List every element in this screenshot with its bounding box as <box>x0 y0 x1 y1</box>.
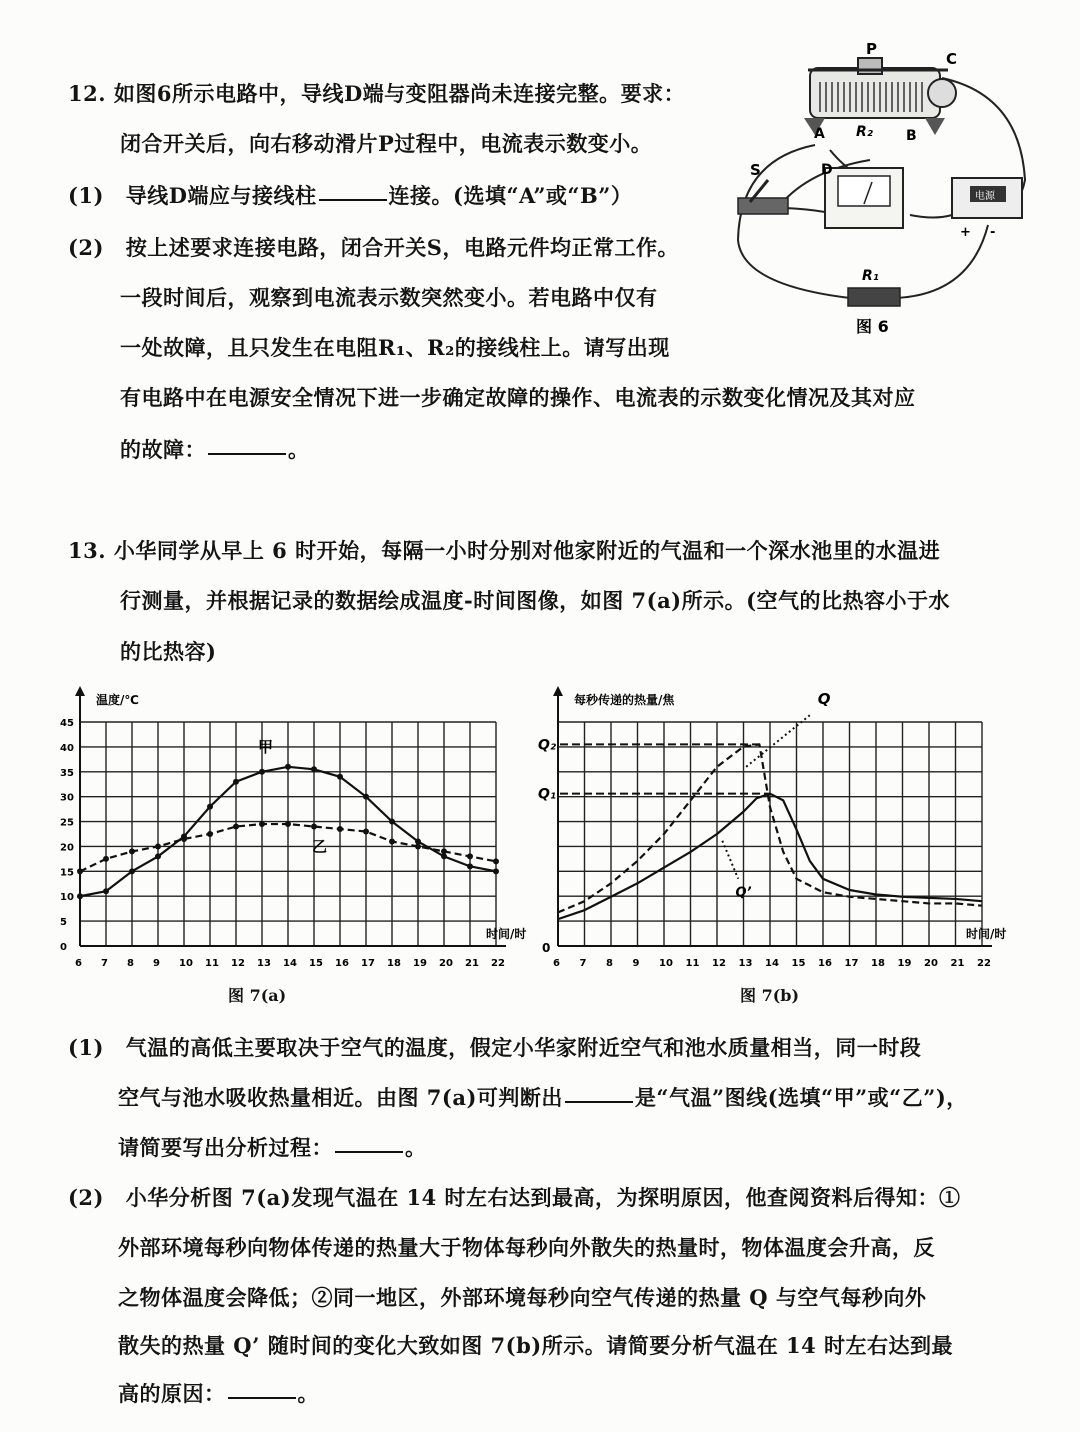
x-tick-label: 16 <box>335 958 349 969</box>
chart-7a-grid <box>75 686 506 946</box>
q-label-leader <box>746 715 810 767</box>
q12-line-2: 闭合开关后，向右移动滑片P过程中，电流表示数变小。 <box>120 131 653 156</box>
q12-part1-number: (1) <box>68 183 104 208</box>
y-tick-label: 0 <box>60 942 67 953</box>
data-point <box>493 858 499 864</box>
q13-part2-text-e: 高的原因： <box>118 1381 226 1406</box>
q12-part2-text-a: 按上述要求连接电路，闭合开关S，电路元件均正常工作。 <box>125 235 679 260</box>
label-r1: R₁ <box>862 268 879 284</box>
data-point <box>129 848 135 854</box>
x-tick-label: 7 <box>101 958 108 969</box>
x-tick-label: 19 <box>897 958 912 969</box>
chart-7b-grid <box>553 686 992 946</box>
chart-7a-ticks <box>60 718 505 969</box>
circuit-figure-6 <box>720 40 1050 340</box>
data-point <box>311 766 317 772</box>
slider-p <box>858 58 882 74</box>
chart-7b-caption: 图 7(b) <box>740 986 800 1005</box>
answer-blank <box>319 198 387 201</box>
q12-part2-text-e: 的故障： <box>120 437 206 462</box>
x-tick-label: 17 <box>361 958 375 969</box>
q12-part1 <box>68 180 632 210</box>
chart-7b <box>538 680 1018 970</box>
x-tick-label: 20 <box>439 958 453 969</box>
q13-part2-end: 。 <box>297 1381 319 1406</box>
q12-part2-line-2: 一段时间后，观察到电流表示数突然变小。若电路中仅有 <box>120 285 658 310</box>
data-point <box>233 824 239 830</box>
chart-7a-y-axis-label: 温度/℃ <box>96 693 139 707</box>
data-point <box>285 821 291 827</box>
data-point <box>415 843 421 849</box>
q13-part1-line-2 <box>118 1082 968 1112</box>
label-a: A <box>814 126 825 142</box>
chart-7a-x-axis-label: 时间/时 <box>486 927 527 941</box>
q12-part2-number: (2) <box>68 235 104 260</box>
y-tick-label: 45 <box>60 718 74 729</box>
data-point <box>363 794 369 800</box>
chart-7b-x-axis-label: 时间/时 <box>966 927 1007 941</box>
q13-part1-line-1 <box>68 1032 921 1062</box>
data-point <box>467 853 473 859</box>
q13-part1-text-c: 请简要写出分析过程： <box>118 1135 333 1160</box>
y-tick-label: 5 <box>60 917 67 929</box>
chart-7a-caption: 图 7(a) <box>228 986 287 1005</box>
data-point <box>389 838 395 844</box>
data-point <box>467 863 473 869</box>
data-point <box>155 853 161 859</box>
q13-part1-text-b2: 是“气温”图线(选填“甲”或“乙”)， <box>634 1085 968 1110</box>
chart-7b-origin-label: 0 <box>542 941 551 955</box>
series-label-q: Q <box>817 690 831 709</box>
y-tick-label: 30 <box>60 792 74 804</box>
data-point <box>233 779 239 785</box>
q12-line-1: 12. 如图6所示电路中，导线D端与变阻器尚未连接完整。要求： <box>68 81 686 106</box>
q12-part2-line-1 <box>68 232 679 262</box>
data-point <box>77 868 83 874</box>
y-tick-label: 25 <box>60 817 74 829</box>
y-marker-label: Q₂ <box>538 737 557 754</box>
x-tick-label: 11 <box>205 958 219 969</box>
q13-part1-line-3 <box>118 1132 427 1162</box>
answer-blank <box>228 1396 296 1399</box>
wire <box>895 225 988 298</box>
x-tick-label: 14 <box>765 958 779 969</box>
label-p: P <box>866 40 877 58</box>
y-tick-label: 15 <box>60 867 74 879</box>
data-point <box>207 804 213 810</box>
wire-d <box>830 150 848 168</box>
data-point <box>389 819 395 825</box>
q12-part2-line-5 <box>120 434 310 464</box>
data-point <box>77 893 83 899</box>
x-tick-label: 21 <box>465 958 479 969</box>
x-tick-label: 7 <box>579 958 587 969</box>
data-point <box>441 848 447 854</box>
data-point <box>337 826 343 832</box>
x-tick-label: 22 <box>491 958 505 969</box>
x-tick-label: 6 <box>75 958 82 969</box>
q13-part1-number: (1) <box>68 1035 104 1060</box>
q13-line-1: 13. 小华同学从早上 6 时开始，每隔一小时分别对他家附近的气温和一个深水池里的水温进 <box>68 538 941 563</box>
x-tick-label: 13 <box>257 958 271 969</box>
x-tick-label: 22 <box>977 958 991 969</box>
x-tick-label: 15 <box>791 958 806 969</box>
label-b: B <box>906 128 917 144</box>
answer-blank <box>565 1100 633 1103</box>
q13-part1-text-a: 气温的高低主要取决于空气的温度，假定小华家附近空气和池水质量相当，同一时段 <box>125 1035 922 1060</box>
q13-part1-text-b: 空气与池水吸收热量相近。由图 7(a)可判断出 <box>118 1085 563 1110</box>
q13-part2-line-5 <box>118 1378 319 1408</box>
series-label: 甲 <box>258 737 274 756</box>
y-marker-label: Q₁ <box>538 786 557 803</box>
data-point <box>155 843 161 849</box>
data-point <box>311 824 317 830</box>
series-label: 乙 <box>312 837 328 856</box>
x-tick-label: 11 <box>685 958 700 969</box>
label-c: C <box>946 50 958 68</box>
y-tick-label: 20 <box>60 842 74 854</box>
q12-part2-line-4: 有电路中在电源安全情况下进一步确定故障的操作、电流表的示数变化情况及其对应 <box>120 385 916 410</box>
x-tick-label: 9 <box>153 958 160 969</box>
chart-7a <box>58 680 527 970</box>
x-tick-label: 10 <box>659 958 673 969</box>
chart-7b-y-axis-label: 每秒传递的热量/焦 <box>574 693 675 707</box>
q13-part2-line-2: 外部环境每秒向物体传递的热量大于物体每秒向外散失的热量时，物体温度会升高，反 <box>118 1235 935 1260</box>
wire <box>910 215 952 218</box>
label-plus: + <box>960 225 971 240</box>
rheostat-leg-b <box>925 118 945 135</box>
data-point <box>181 836 187 842</box>
battery-label: 电源 <box>975 191 995 202</box>
q13-part2-text-a: 小华分析图 7(a)发现气温在 14 时左右达到最高，为探明原因，他查阅资料后得知：① <box>125 1185 961 1210</box>
answer-blank <box>335 1150 403 1153</box>
y-axis-arrow <box>553 686 563 696</box>
x-tick-label: 20 <box>924 958 938 969</box>
x-tick-label: 16 <box>818 958 832 969</box>
q12-part2-line-3: 一处故障，且只发生在电阻R₁、R₂的接线柱上。请写出现 <box>120 335 670 360</box>
q12-part2-end: 。 <box>288 437 310 462</box>
data-point <box>129 868 135 874</box>
data-point <box>363 829 369 835</box>
q13-part2-line-1 <box>68 1182 961 1212</box>
x-tick-label: 8 <box>127 958 134 969</box>
x-tick-label: 18 <box>871 958 885 969</box>
x-tick-label: 17 <box>844 958 859 969</box>
data-point <box>103 888 109 894</box>
label-d: D <box>821 162 833 178</box>
q12-part1-text-a: 导线D端应与接线柱 <box>125 183 317 208</box>
data-point <box>285 764 291 770</box>
data-point <box>259 821 265 827</box>
answer-blank <box>208 452 286 455</box>
data-point <box>207 831 213 837</box>
q13-part2-number: (2) <box>68 1185 104 1210</box>
y-tick-label: 10 <box>60 892 74 904</box>
series-label-q-prime: Q’ <box>735 885 752 901</box>
data-point <box>259 769 265 775</box>
resistor-r1 <box>848 288 900 306</box>
x-tick-label: 14 <box>283 958 297 969</box>
label-r2: R₂ <box>856 124 873 140</box>
label-minus: - <box>990 225 996 240</box>
y-tick-label: 40 <box>60 742 74 754</box>
x-tick-label: 10 <box>179 958 193 969</box>
data-point <box>337 774 343 780</box>
x-tick-label: 19 <box>413 958 427 969</box>
x-tick-label: 6 <box>553 958 560 969</box>
x-tick-label: 12 <box>712 958 726 969</box>
label-s: S <box>750 161 761 179</box>
y-tick-label: 35 <box>60 767 74 779</box>
q13-part1-end: 。 <box>405 1135 427 1160</box>
x-tick-label: 15 <box>309 958 323 969</box>
x-tick-label: 12 <box>231 958 245 969</box>
data-point <box>103 856 109 862</box>
ammeter-dial <box>838 176 890 206</box>
switch-base <box>738 198 788 214</box>
x-tick-label: 8 <box>606 958 613 969</box>
q13-part2-line-3: 之物体温度会降低；②同一地区，外部环境每秒向空气传递的热量 Q 与空气每秒向外 <box>118 1285 927 1310</box>
x-tick-label: 18 <box>387 958 401 969</box>
q13-line-3: 的比热容) <box>120 639 217 664</box>
rheostat-body <box>810 68 940 118</box>
q12-part1-text-b: 连接。(选填“A”或“B”） <box>388 183 633 208</box>
y-axis-arrow <box>75 686 85 696</box>
q13-part2-line-4: 散失的热量 Q’ 随时间的变化大致如图 7(b)所示。请简要分析气温在 14 时左右达到最 <box>118 1333 954 1358</box>
x-tick-label: 21 <box>950 958 965 969</box>
rheostat-end-cap <box>928 79 956 107</box>
figure-6-caption: 图 6 <box>856 317 889 336</box>
q13-line-2: 行测量，并根据记录的数据绘成温度-时间图像，如图 7(a)所示。(空气的比热容小于水 <box>120 588 951 613</box>
x-tick-label: 9 <box>632 958 640 969</box>
data-point <box>493 868 499 874</box>
x-tick-label: 13 <box>738 958 753 969</box>
